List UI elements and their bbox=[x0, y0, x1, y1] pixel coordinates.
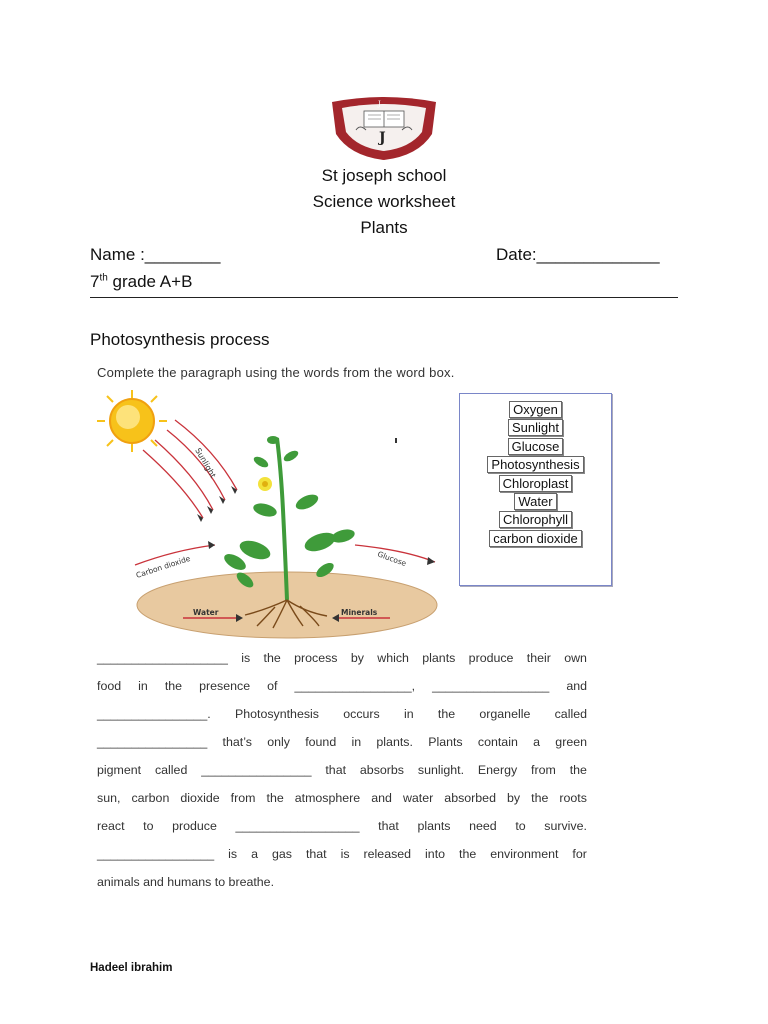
paragraph-word: is bbox=[340, 847, 350, 861]
paragraph-word: react bbox=[97, 819, 125, 833]
paragraph-word: sun, bbox=[97, 791, 121, 805]
sun-icon bbox=[97, 390, 167, 452]
paragraph-word: and bbox=[566, 679, 587, 693]
paragraph-word: into bbox=[425, 847, 446, 861]
worksheet-topic: Plants bbox=[360, 218, 408, 237]
paragraph-word: a bbox=[533, 735, 541, 749]
paragraph-word: to bbox=[143, 819, 154, 833]
paragraph-word: in bbox=[138, 679, 148, 693]
answer-blank: _________________, bbox=[294, 679, 416, 693]
paragraph-word: Plants bbox=[428, 735, 463, 749]
paragraph-line bbox=[97, 763, 587, 777]
paragraph-word: presence bbox=[199, 679, 251, 693]
grade-line bbox=[90, 272, 192, 292]
word-box-item: Oxygen bbox=[460, 401, 611, 419]
paragraph-word: the bbox=[437, 707, 456, 721]
word-box-item: Water bbox=[460, 493, 611, 511]
paragraph-word: by bbox=[507, 791, 521, 805]
carbon-dioxide-label: Carbon dioxide bbox=[134, 553, 192, 580]
photosynthesis-diagram bbox=[95, 390, 445, 645]
paragraph-word: contain bbox=[477, 735, 518, 749]
word-box bbox=[459, 393, 612, 586]
paragraph-word: carbon bbox=[131, 791, 170, 805]
paragraph-word: of bbox=[267, 679, 278, 693]
paragraph-word: need bbox=[469, 819, 497, 833]
paragraph-line bbox=[97, 875, 587, 889]
paragraph-word: and bbox=[371, 791, 392, 805]
paragraph-line bbox=[97, 679, 587, 693]
svg-text:J: J bbox=[379, 130, 386, 146]
answer-blank: ________________ bbox=[97, 735, 208, 749]
paragraph-word: absorbed bbox=[444, 791, 496, 805]
paragraph-word: green bbox=[555, 735, 587, 749]
paragraph-word: that bbox=[325, 763, 347, 777]
paragraph-line bbox=[97, 819, 587, 833]
paragraph-word: is bbox=[241, 651, 251, 665]
paragraph-word: produce bbox=[172, 819, 217, 833]
paragraph-word: plants bbox=[422, 651, 456, 665]
author-footer: Hadeel ibrahim bbox=[90, 962, 173, 974]
paragraph-word: Energy bbox=[477, 763, 518, 777]
paragraph-word: in bbox=[351, 735, 362, 749]
answer-blank: __________________ bbox=[235, 819, 360, 833]
paragraph-word: called bbox=[554, 707, 587, 721]
flower-icon bbox=[258, 477, 272, 491]
paragraph-word: roots bbox=[559, 791, 587, 805]
paragraph-word: released bbox=[363, 847, 412, 861]
sunlight-label: Sunlight bbox=[193, 446, 218, 480]
paragraph-word: plants. bbox=[376, 735, 413, 749]
paragraph-word: their bbox=[526, 651, 551, 665]
paragraph-line bbox=[97, 651, 587, 665]
paragraph-word: called bbox=[154, 763, 188, 777]
svg-text:J: J bbox=[378, 100, 381, 108]
paragraph-line bbox=[97, 707, 587, 721]
answer-blank: _________________ bbox=[97, 847, 215, 861]
answer-blank: ________________. bbox=[97, 707, 211, 721]
paragraph-word: which bbox=[377, 651, 409, 665]
date-field: Date:_____________ bbox=[496, 245, 660, 264]
answer-blank: ___________________ bbox=[97, 651, 228, 665]
paragraph-word: is bbox=[228, 847, 238, 861]
paragraph-word: the bbox=[531, 791, 549, 805]
paragraph-word: process bbox=[294, 651, 338, 665]
paragraph-word: food bbox=[97, 679, 122, 693]
paragraph-word: by bbox=[350, 651, 364, 665]
word-box-item: Glucose bbox=[460, 438, 611, 456]
paragraph-word: in bbox=[403, 707, 414, 721]
paragraph-word: dioxide bbox=[180, 791, 220, 805]
paragraph-word: organelle bbox=[479, 707, 531, 721]
paragraph-word: own bbox=[564, 651, 587, 665]
grade-superscript: th bbox=[99, 272, 108, 284]
word-box-item: Chlorophyll bbox=[460, 511, 611, 529]
header-divider bbox=[90, 297, 678, 298]
word-box-item: Sunlight bbox=[460, 419, 611, 437]
word-box-item: Chloroplast bbox=[460, 475, 611, 493]
minerals-label: Minerals bbox=[341, 608, 378, 617]
grade-number: 7 bbox=[90, 272, 100, 291]
paragraph-word: environment bbox=[490, 847, 559, 861]
paragraph-word: that bbox=[305, 847, 327, 861]
instruction-text: Complete the paragraph using the words from the word box. bbox=[97, 365, 455, 380]
school-name: St joseph school bbox=[321, 166, 447, 185]
word-box-item: Photosynthesis bbox=[460, 456, 611, 474]
grade-text: grade A+B bbox=[107, 272, 193, 291]
paragraph-word: water bbox=[402, 791, 434, 805]
paragraph-word: only bbox=[267, 735, 290, 749]
paragraph-word: occurs bbox=[343, 707, 380, 721]
school-logo bbox=[326, 94, 442, 162]
paragraph-word: the bbox=[263, 651, 281, 665]
section-title: Photosynthesis process bbox=[90, 330, 270, 349]
paragraph-word: the bbox=[569, 763, 587, 777]
paragraph-word: found bbox=[305, 735, 337, 749]
paragraph-word: survive. bbox=[544, 819, 587, 833]
paragraph-word: for bbox=[572, 847, 587, 861]
paragraph-word: animals and humans to breathe. bbox=[97, 875, 275, 889]
paragraph-word: the bbox=[266, 791, 284, 805]
paragraph-word: from bbox=[531, 763, 556, 777]
paragraph-word: from bbox=[230, 791, 256, 805]
paragraph-word: plants bbox=[417, 819, 451, 833]
worksheet-subject: Science worksheet bbox=[312, 192, 456, 211]
paragraph-word: that’s bbox=[222, 735, 252, 749]
paragraph-word: that bbox=[378, 819, 399, 833]
paragraph-word: the bbox=[164, 679, 183, 693]
paragraph-word: absorbs bbox=[359, 763, 404, 777]
paragraph-word: a bbox=[251, 847, 258, 861]
paragraph-line bbox=[97, 735, 587, 749]
paragraph-word: the bbox=[459, 847, 477, 861]
name-field: Name :________ bbox=[90, 245, 221, 264]
paragraph-word: sunlight. bbox=[417, 763, 465, 777]
answer-blank: _________________ bbox=[432, 679, 550, 693]
paragraph-word: pigment bbox=[97, 763, 142, 777]
paragraph-word: gas bbox=[271, 847, 292, 861]
paragraph-line bbox=[97, 791, 587, 805]
water-label: Water bbox=[193, 608, 219, 617]
word-box-item: carbon dioxide bbox=[460, 530, 611, 548]
paragraph-word: produce bbox=[468, 651, 514, 665]
paragraph-line bbox=[97, 847, 587, 861]
paragraph-word: Photosynthesis bbox=[234, 707, 319, 721]
glucose-label: Glucose bbox=[376, 549, 408, 569]
answer-blank: ________________ bbox=[201, 763, 312, 777]
paragraph-word: to bbox=[515, 819, 526, 833]
paragraph-word: atmosphere bbox=[294, 791, 361, 805]
